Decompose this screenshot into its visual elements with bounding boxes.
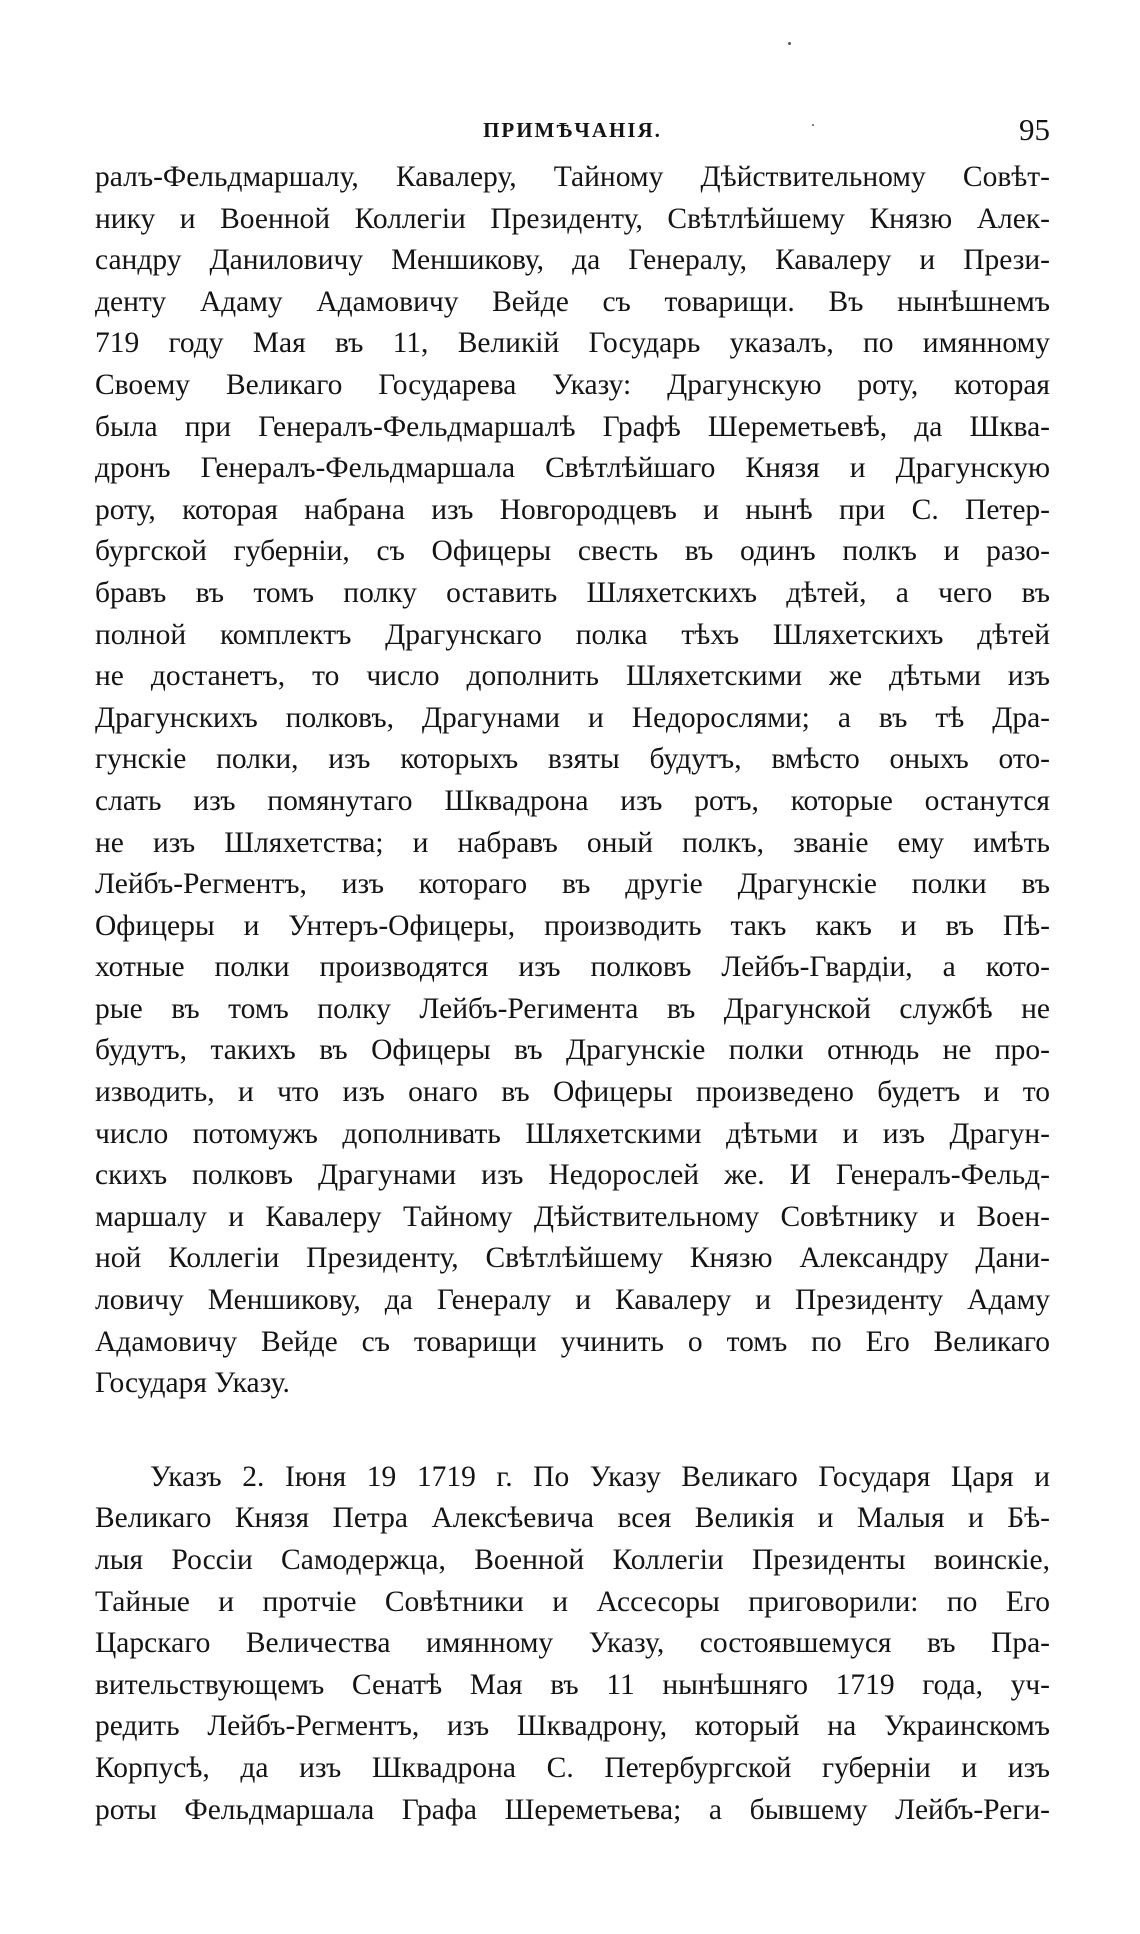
- text-line: Офицеры и Унтеръ-Офицеры, производить такъ какъ и въ Пѣ-: [95, 909, 1050, 942]
- text-line: полной комплектъ Драгунскаго полка тѣхъ Шляхетскихъ дѣтей: [95, 618, 1050, 651]
- text-line: Корпусѣ, да изъ Шквадрона С. Петербургской губерніи и изъ: [95, 1751, 1050, 1784]
- text-line: 719 году Мая въ 11, Великій Государь указалъ, по имянному: [95, 327, 1050, 360]
- text-line: скихъ полковъ Драгунами изъ Недорослей же. И Генералъ-Фельд-: [95, 1159, 1050, 1192]
- text-line: Лейбъ-Регментъ, изъ котораго въ другіе Драгунскіе полки въ: [95, 868, 1050, 901]
- page-number: 95: [1019, 112, 1050, 147]
- page-header: [95, 112, 1050, 152]
- text-line: Адамовичу Вейде съ товарищи учинить о томъ по Его Великаго: [95, 1325, 1050, 1358]
- text-line: гунскіе полки, изъ которыхъ взяты будутъ, вмѣсто оныхъ ото-: [95, 743, 1050, 776]
- text-line: Своему Великаго Государева Указу: Драгунскую роту, которая: [95, 368, 1050, 401]
- text-line: Царскаго Величества имянному Указу, состоявшемуся въ Пра-: [95, 1627, 1050, 1660]
- text-line: ловичу Меншикову, да Генералу и Кавалеру и Президенту Адаму: [95, 1284, 1050, 1317]
- text-line: Великаго Князя Петра Алексѣевича всея Великія и Малыя и Бѣ-: [95, 1502, 1050, 1535]
- text-line: бургской губерніи, съ Офицеры свесть въ одинъ полкъ и разо-: [95, 535, 1050, 568]
- text-line: редить Лейбъ-Регментъ, изъ Шквадрону, который на Украинскомъ: [95, 1710, 1050, 1743]
- text-line: не изъ Шляхетства; и набравъ оный полкъ, званіе ему имѣть: [95, 826, 1050, 859]
- text-line: бравъ въ томъ полку оставить Шляхетскихъ дѣтей, а чего въ: [95, 576, 1050, 609]
- text-line: Драгунскихъ полковъ, Драгунами и Недорослями; а въ тѣ Дра-: [95, 701, 1050, 734]
- text-line: хотные полки производятся изъ полковъ Лейбъ-Гвардіи, а кото-: [95, 951, 1050, 984]
- body-text: [95, 157, 1050, 1831]
- text-line: ной Коллегіи Президенту, Свѣтлѣйшему Князю Александру Дани-: [95, 1242, 1050, 1275]
- text-line: лыя Россіи Самодержца, Военной Коллегіи Президенты воинскіе,: [95, 1544, 1050, 1576]
- paper-speck: [788, 42, 791, 45]
- text-line: Государя Указу.: [95, 1367, 290, 1400]
- text-line: рые въ томъ полку Лейбъ-Регимента въ Драгунской службѣ не: [95, 992, 1050, 1025]
- text-line: дронъ Генералъ-Фельдмаршала Свѣтлѣйшаго Князя и Драгунскую: [95, 452, 1050, 485]
- text-line: вительствующемъ Сенатѣ Мая въ 11 нынѣшняго 1719 года, уч-: [95, 1668, 1050, 1701]
- text-line: ралъ-Фельдмаршалу, Кавалеру, Тайному Дѣйствительному Совѣт-: [95, 161, 1050, 193]
- text-line: сандру Даниловичу Меншикову, да Генералу, Кавалеру и Прези-: [95, 244, 1050, 277]
- text-line: денту Адаму Адамовичу Вейде съ товарищи. Въ нынѣшнемъ: [95, 285, 1050, 318]
- text-line: роты Фельдмаршала Графа Шереметьева; а бывшему Лейбъ-Реги-: [95, 1793, 1050, 1826]
- text-line: не достанетъ, то число дополнить Шляхетскими же дѣтьми изъ: [95, 660, 1050, 693]
- paragraph-2: [95, 1457, 1050, 1831]
- text-line: число потомужъ дополнивать Шляхетскими дѣтьми и изъ Драгун-: [95, 1117, 1050, 1150]
- paragraph-gap: [95, 1405, 1050, 1457]
- text-line: была при Генералъ-Фельдмаршалѣ Графѣ Шереметьевѣ, да Шква-: [95, 410, 1050, 443]
- text-line: изводить, и что изъ онаго въ Офицеры произведено будетъ и то: [95, 1076, 1050, 1109]
- text-line: роту, которая набрана изъ Новгородцевъ и нынѣ при С. Петер-: [95, 493, 1050, 526]
- text-line: маршалу и Кавалеру Тайному Дѣйствительному Совѣтнику и Воен-: [95, 1200, 1050, 1233]
- running-title: ПРИМѢЧАНІЯ.: [483, 118, 662, 142]
- paper-speck: [812, 124, 814, 126]
- text-line: нику и Военной Коллегіи Президенту, Свѣтлѣйшему Князю Алек-: [95, 202, 1050, 235]
- text-line: слать изъ помянутаго Шквадрона изъ ротъ, которые останутся: [95, 784, 1050, 817]
- text-line: будутъ, такихъ въ Офицеры въ Драгунскіе полки отнюдь не про-: [95, 1034, 1050, 1067]
- text-line: Указъ 2. Іюня 19 1719 г. По Указу Великаго Государя Царя и: [150, 1460, 1050, 1493]
- paragraph-1: [95, 157, 1050, 1405]
- text-line: Тайные и протчіе Совѣтники и Ассесоры приговорили: по Его: [95, 1585, 1050, 1618]
